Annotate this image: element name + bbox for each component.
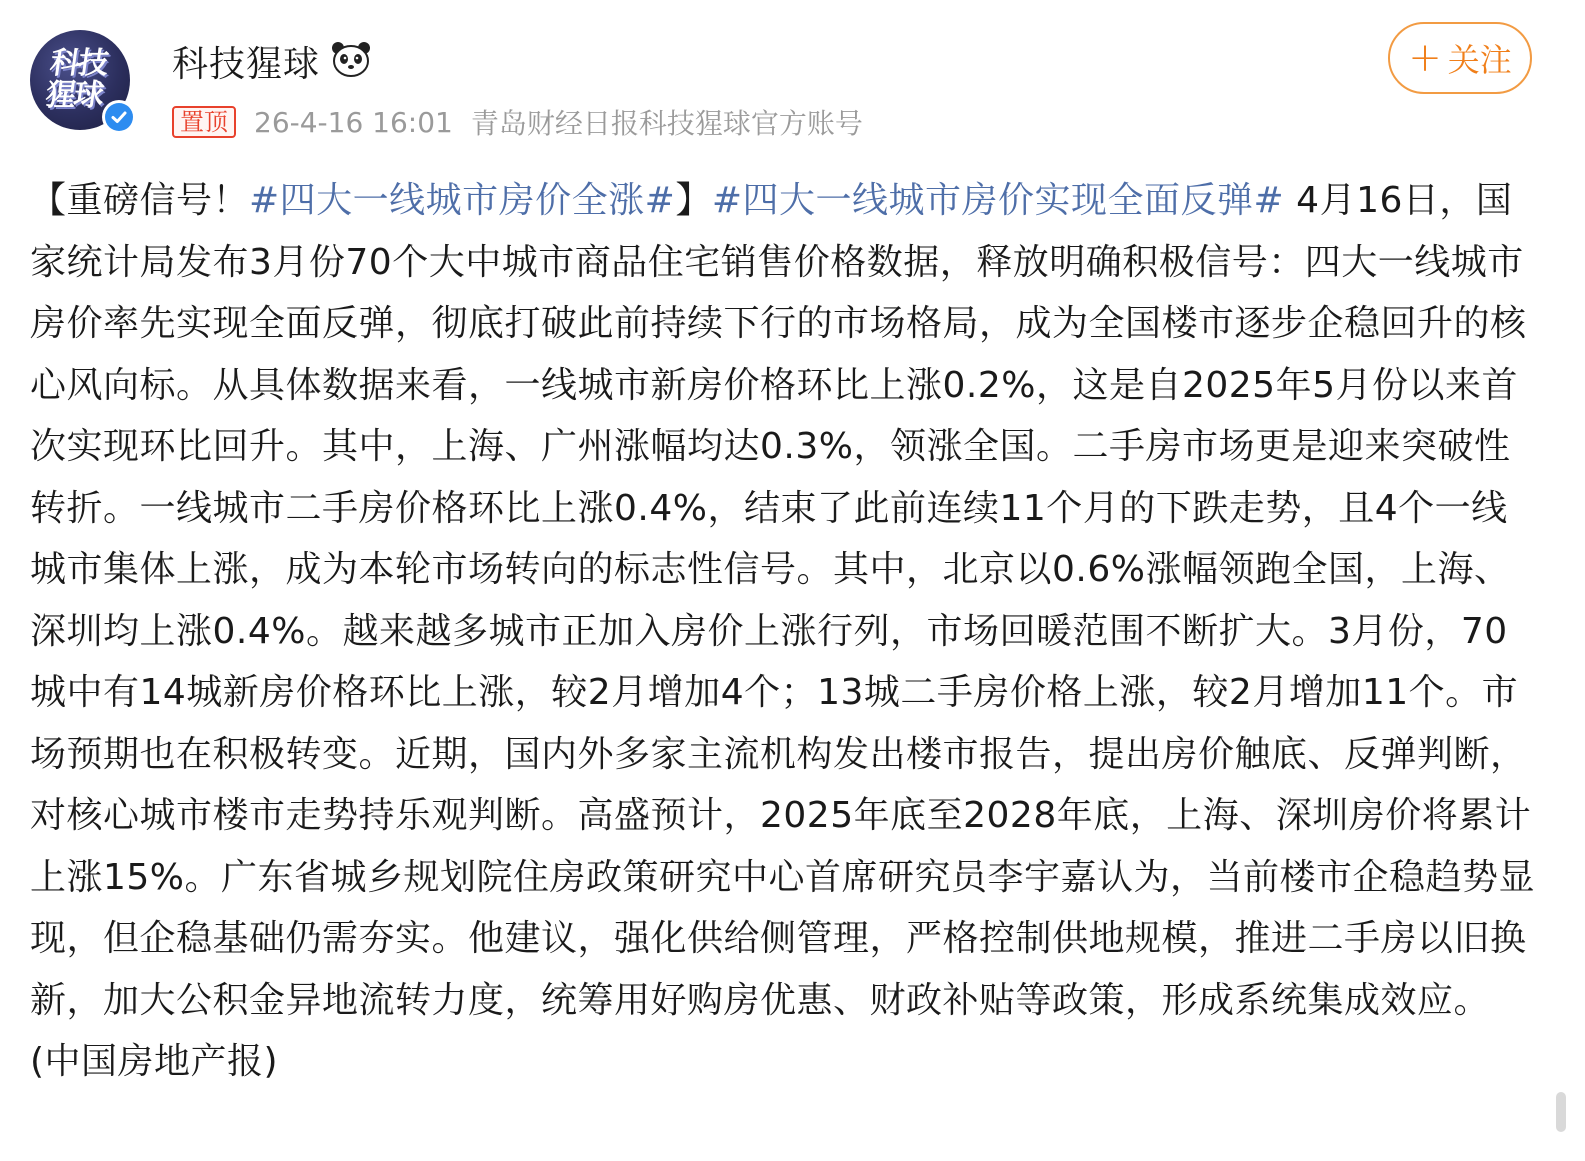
topic-link-2[interactable]: #四大一线城市房价实现全面反弹# bbox=[711, 180, 1285, 221]
plus-icon: + bbox=[1408, 35, 1442, 81]
topic-link-1[interactable]: #四大一线城市房价全涨# bbox=[249, 180, 676, 221]
post-meta bbox=[172, 102, 863, 142]
scrollbar[interactable] bbox=[1556, 1092, 1566, 1132]
post-bracket: 】 bbox=[675, 180, 712, 221]
account-description: 青岛财经日报科技猩球官方账号 bbox=[470, 107, 863, 140]
follow-label: 关注 bbox=[1447, 41, 1512, 79]
post-body: 4月16日，国家统计局发布3月份70个大中城市商品住宅销售价格数据，释放明确积极信号：四大一线城市房价率先实现全面反弹，彻底打破此前持续下行的市场格局，成为全国楼市逐步企稳回升的核心风向标。从具体数据来看，一线城市新房价格环比上涨0.2%，这是自2025年5月份以来首次实现环比回升。其中，上海、广州涨幅均达0.3%，领涨全国。二手房市场更是迎来突破性转折。一线城市二手房价格环比上涨0.4%，结束了此前连续11个月的下跌走势，且4个一线城市集体上涨，成为本轮市场转向的标志性信号。其中，北京以0.6%涨幅领跑全国，上海、深圳均上涨0.4%。越来越多城市正加入房价上涨行列，市场回暖范围不断扩大。3月份，70城中有14城新房价格环比上涨，较2月增加4个；13城二手房价格上涨，较2月增加11个。市场预期也在积极转变。近期，国内外多家主流机构发出楼市报告，提出房价触底、反弹判断，对核心城市楼市走势持乐观判断。高盛预计，2025年底至2028年底，上海、深圳房价将累计上涨15%。广东省城乡规划院住房政策研究中心首席研究员李宇嘉认为，当前楼市企稳趋势显现，但企稳基础仍需夯实。他建议，强化供给侧管理，严格控制供地规模，推进二手房以旧换新，加大公积金异地流转力度，统筹用好购房优惠、财政补贴等政策，形成系统集成效应。(中国房地产报) bbox=[30, 180, 1536, 1082]
follow-button[interactable] bbox=[1388, 22, 1532, 94]
verified-check-icon bbox=[105, 103, 133, 131]
post-timestamp[interactable]: 26-4-16 16:01 bbox=[254, 105, 453, 139]
pinned-badge: 置顶 bbox=[172, 106, 236, 138]
avatar-logo-text: 科技猩球 bbox=[43, 46, 109, 113]
post-prefix: 【重磅信号！ bbox=[30, 180, 250, 221]
username[interactable]: 科技猩球 bbox=[172, 43, 321, 85]
username-row bbox=[172, 36, 372, 86]
panda-emoji-icon bbox=[330, 40, 372, 82]
post-text bbox=[30, 170, 1540, 1093]
verified-badge bbox=[102, 100, 136, 134]
avatar[interactable] bbox=[30, 30, 135, 135]
